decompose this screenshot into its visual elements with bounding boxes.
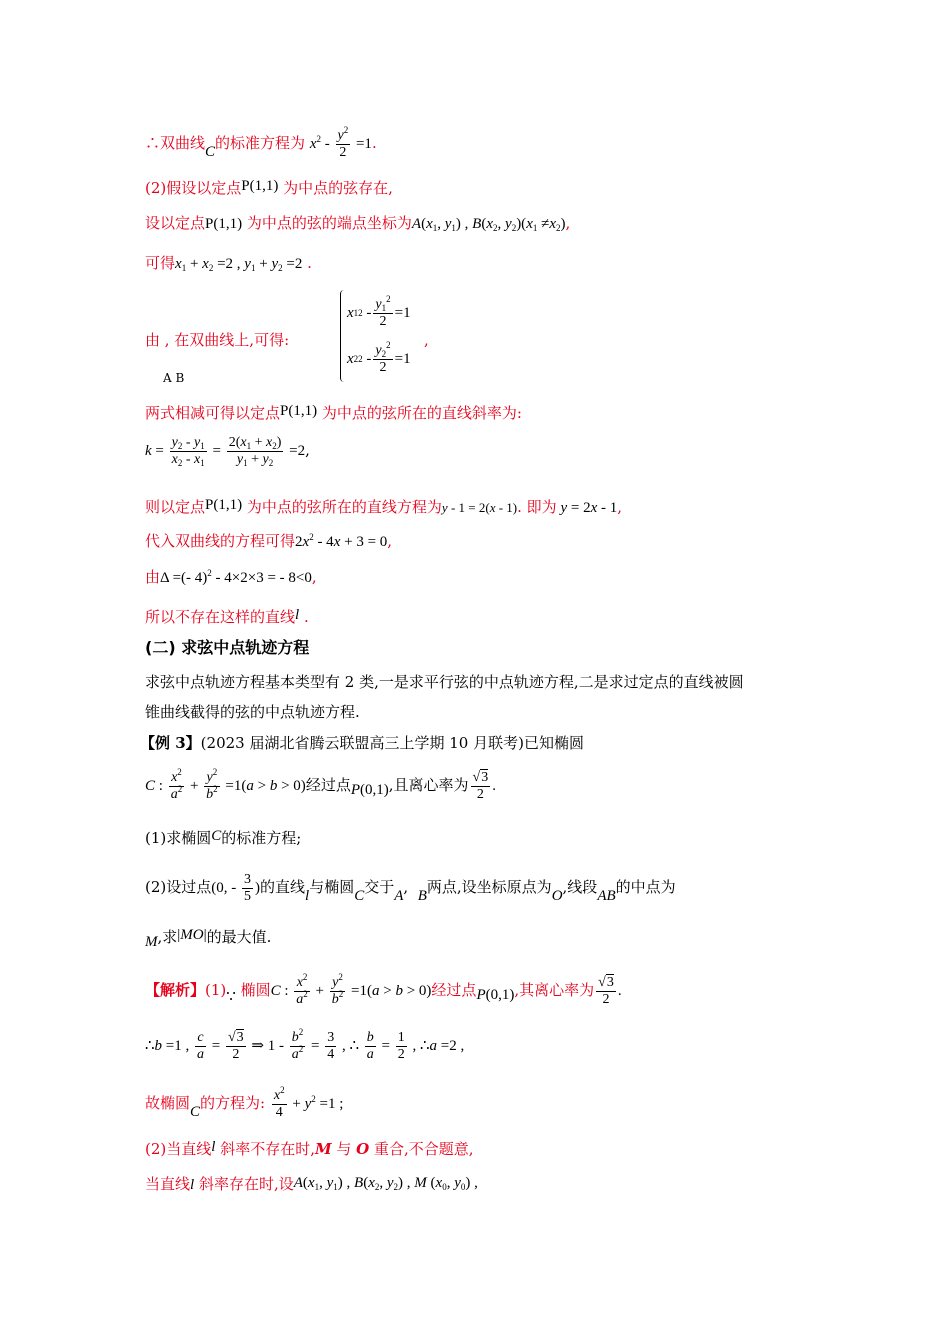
text: 的标准方程;: [221, 829, 302, 847]
point-p: P(1,1): [205, 497, 243, 513]
line-sum: [145, 253, 312, 274]
text: 斜率不存在时,: [220, 1140, 315, 1158]
text: 则以定点: [145, 498, 206, 516]
text: 两点,设坐标原点为: [426, 877, 552, 896]
formula-point: P(0,1): [350, 781, 389, 798]
question-2-cont: M,求|MO|的最大值.: [145, 927, 272, 950]
solution-1: 【解析】(1)∵ 椭圆C : $\frac{x^2}{a^2}$ + $\frac{y^2}{b^2}$ =1(a > b > 0)经过点P(0,1),其离心率为 $\frac{√3}{2}$ .: [145, 972, 622, 1007]
paragraph-line-2: 锥曲线截得的弦的中点轨迹方程.: [145, 703, 360, 721]
formula-discriminant: Δ =(- 4)$^2$ - 4×2×3 = - 8<0: [160, 568, 312, 586]
point-p: P(1,1): [205, 216, 243, 232]
text: (2)假设以定点: [145, 179, 242, 197]
section-heading: (二) 求弦中点轨迹方程: [145, 638, 310, 657]
equation-2: x 2 2 - $\frac{y_2^2}{2}$ =1: [347, 339, 411, 375]
line-subtract: [145, 401, 522, 423]
solution-derivation: [145, 1027, 465, 1063]
text: (2)当直线: [145, 1140, 212, 1158]
formula-derivation: ∴b =1 , $\frac{c}{a}$ = $\frac{√3}{2}$ ⇒ 1 - $\frac{b^2}{a^2}$ = $\frac{3}{4}$ , ∴ $\frac{b}{a}$ = $\frac{1}{2}$ , ∴a =2 ,: [145, 1027, 465, 1062]
text: (2)设过点: [145, 877, 212, 896]
formula-sum: $x_1 + x_2 =2$ , $y_1 + y_2 =2$: [175, 256, 303, 273]
text: .: [371, 133, 377, 152]
text: 的方程为:: [200, 1093, 266, 1112]
formula-quadratic: $2x^2 - 4x + 3 = 0$: [295, 532, 388, 550]
text: ∴双曲线: [145, 133, 206, 152]
text: ,: [617, 498, 623, 516]
text: 当直线: [145, 1175, 191, 1193]
question-1: (1)求椭圆C的标准方程;: [145, 828, 302, 847]
text: 的最大值.: [206, 928, 272, 946]
text: 设以定点: [145, 214, 206, 232]
formula-line: y - 1 = 2(x - 1): [441, 500, 518, 515]
solution-ellipse-eq: 故椭圆C的方程为: $\frac{x^2}{4}$ + $y^2 =1$ ;: [145, 1085, 344, 1120]
text: 斜率存在时,设: [198, 1175, 294, 1193]
text: ,: [311, 568, 317, 586]
text: 椭圆: [240, 980, 271, 999]
text: 的标准方程为: [215, 133, 306, 152]
solution-2b: 当直线l 斜率存在时,设$A(x_1$, $y_1$) , $B(x_2$, $y_2$) , M ($x_0$, $y_0$) ,: [145, 1175, 478, 1193]
text: ,: [305, 440, 310, 459]
text: (1)求椭圆: [145, 829, 212, 847]
text: 经过点: [305, 775, 351, 794]
text: 故椭圆: [145, 1093, 191, 1112]
formula-eccentricity: $\frac{√3}{2}$ .: [472, 770, 496, 802]
point-p: P(1,1): [241, 178, 279, 194]
var-l: l: [295, 607, 300, 623]
text: . 即为: [517, 498, 557, 516]
formula-ellipse-sol: C : $\frac{x^2}{a^2}$ + $\frac{y^2}{b^2}$ =1(a > b > 0): [270, 972, 432, 1007]
line-substitute: [145, 531, 392, 552]
question-2: (2)设过点(0, - $\frac{3}{5}$ )的直线l与椭圆C交于A, B两点,设坐标原点为O,线段AB的中点为: [145, 872, 676, 904]
text: 与椭圆: [309, 877, 355, 896]
point-p: P(1,1): [280, 403, 318, 419]
text: 为中点的弦的端点坐标为: [246, 214, 412, 232]
text: ,: [565, 214, 571, 232]
text: ,: [403, 877, 409, 896]
line-line-equation: [145, 495, 622, 518]
text: 为中点的弦所在的直线斜率为:: [321, 404, 522, 422]
text: (1): [205, 980, 227, 999]
text: .: [303, 608, 309, 626]
paragraph-line-1: 求弦中点轨迹方程基本类型有 2 类,一是求平行弦的中点轨迹方程,二是求过定点的直线被圆: [145, 673, 744, 691]
formula-slope: k = $\frac{y_2 - y_1}{x_2 - x_1}$ = $\frac{2(x_1 + x_2)}{y_1 + y_2}$ =2: [145, 435, 306, 468]
line-assume-chord: [145, 176, 393, 198]
line-on-hyperbola: [145, 330, 289, 350]
example-header: [140, 733, 584, 753]
formula-point-q: (0, - $\frac{3}{5}$ ): [211, 872, 260, 904]
text: 两式相减可得以定点: [145, 404, 281, 422]
text: 为中点的弦存在,: [283, 179, 393, 197]
text: ,且离心率为: [388, 775, 469, 794]
text: 所以不存在这样的直线: [145, 608, 296, 626]
text: 由: [145, 568, 161, 586]
text: 的直线: [260, 877, 306, 896]
text: ,求: [157, 928, 178, 946]
var-c: C: [205, 143, 216, 160]
text: 交于: [364, 877, 395, 896]
line-hyperbola-standard-eq: [145, 125, 377, 162]
text: ,其离心率为: [514, 980, 595, 999]
text: 的中点为: [615, 877, 676, 896]
example-ellipse: [145, 767, 496, 803]
text: 为中点的弦所在的直线方程为: [246, 498, 442, 516]
solution-2a: (2)当直线l 斜率不存在时,M 与 O 重合,不合题意,: [145, 1139, 474, 1158]
solution-label: 【解析】: [145, 980, 206, 999]
line-slope: [145, 435, 310, 468]
text: .: [307, 254, 312, 272]
formula-ellipse-final: $\frac{x^2}{4}$ + $y^2 =1$ ;: [273, 1085, 344, 1120]
formula-hyperbola: $x^2$ - $\frac{y^2}{2}$ =1: [309, 125, 372, 160]
example-source: (2023 届湖北省腾云联盟高三上学期 10 月联考)已知椭圆: [200, 734, 584, 752]
example-label: 【例 3】: [140, 734, 201, 752]
text: 可得: [145, 254, 176, 272]
text: 经过点: [431, 980, 477, 999]
formula-endpoints: $A(x_1$, $y_1$) , $B(x_2$, $y_2)(x_1 \ne x_2)$: [411, 216, 566, 233]
text: ,: [387, 532, 393, 550]
text: 与: [336, 1140, 352, 1158]
formula-line-simplified: y = 2x - 1: [560, 500, 618, 516]
text: 由 , 在双曲线上,可得:: [145, 331, 290, 349]
text: ,: [424, 331, 429, 349]
line-discriminant: [145, 567, 317, 588]
line-conclusion: [145, 605, 309, 627]
system-of-equations: [340, 290, 411, 382]
text: 代入双曲线的方程可得: [145, 532, 296, 550]
text: 重合,不合题意,: [374, 1140, 474, 1158]
text: ,线段: [562, 877, 598, 896]
equation-1: x 1 2 - $\frac{y_1^2}{2}$ =1: [347, 293, 411, 329]
formula-ellipse: C : $\frac{x^2}{a^2}$ + $\frac{y^2}{b^2}$ =1(a > b > 0): [145, 767, 306, 802]
line-endpoints: [145, 213, 570, 234]
formula-points: $A(x_1$, $y_1$) , $B(x_2$, $y_2$) , M ($x_0$, $y_0$) ,: [293, 1175, 478, 1192]
labels-a-b: A B: [163, 371, 185, 385]
